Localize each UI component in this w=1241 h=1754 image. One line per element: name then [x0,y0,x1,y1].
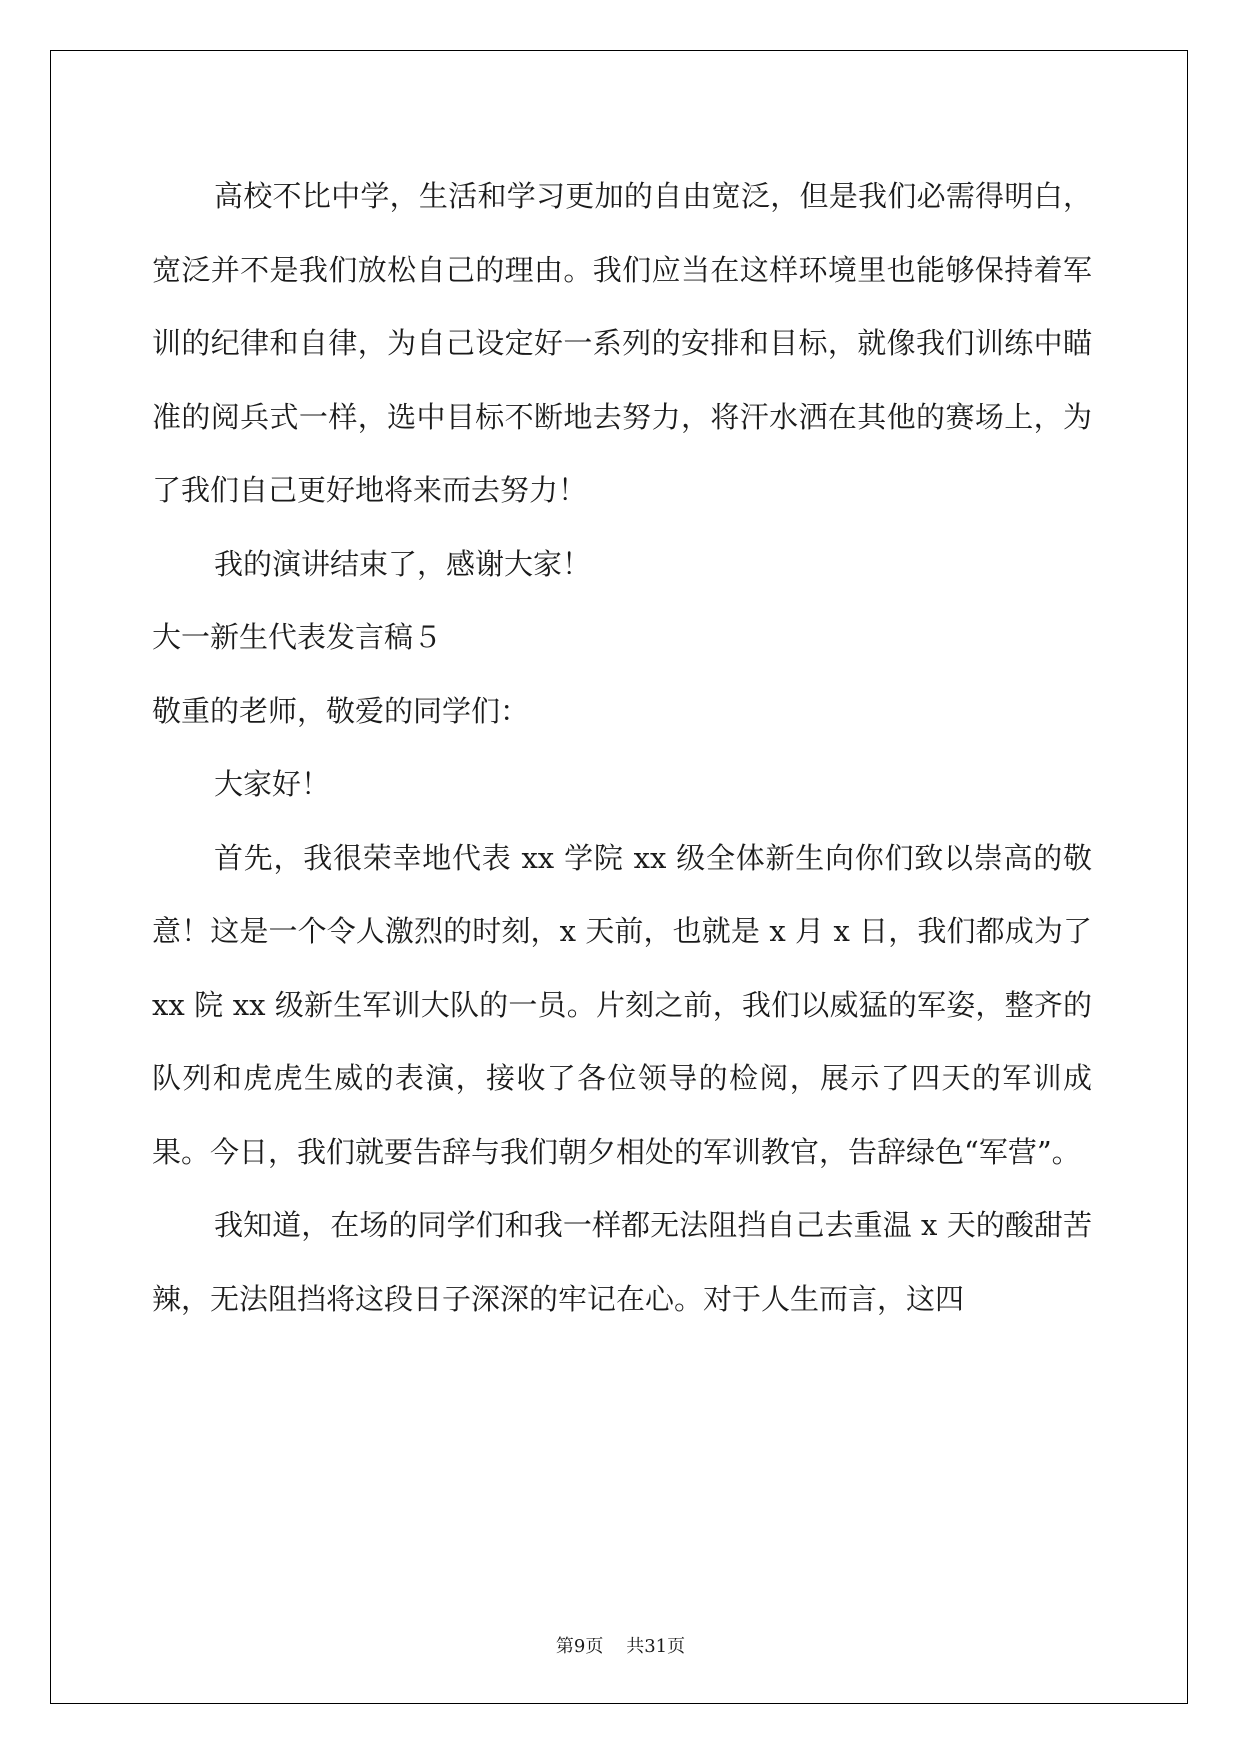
page-number: 9 [573,1636,586,1657]
page-footer [0,1632,1241,1658]
paragraph: 我的演讲结束了，感谢大家！ [214,546,592,581]
paragraph: 首先，我很荣幸地代表 xx 学院 xx 级全体新生向你们致以崇高的敬意！这是一个令人激烈的时刻，x 天前，也就是 x 月 x 日，我们都成为了 xx 院 xx 级新生军训大队的一员。片刻之前，我们以威猛的军姿，整齐的队列和虎虎生威的表演，接收了各位领导的检阅，展示了四天的军训成果。今日，我们就要告辞与我们朝夕相处的军训教官，告辞绿色“军营”。 [152,840,1092,1169]
greeting: 大家好！ [214,767,331,801]
salutation: 敬重的老师，敬爱的同学们： [152,693,530,728]
footer-gap [603,1636,626,1657]
paragraph: 我知道，在场的同学们和我一样都无法阻挡自己去重温 x 天的酸甜苦辣，无法阻挡将这段日子深深的牢记在心。对于人生而言，这四 [152,1208,1092,1316]
total-label-suffix: 页 [667,1636,686,1657]
document-body [152,160,1092,1336]
total-pages: 31 [644,1636,668,1657]
paragraph: 高校不比中学，生活和学习更加的自由宽泛，但是我们必需得明白，宽泛并不是我们放松自己的理由。我们应当在这样环境里也能够保持着军训的纪律和自律，为自己设定好一系列的安排和目标，就像我们训练中瞄准的阅兵式一样，选中目标不断地去努力，将汗水洒在其他的赛场上，为了我们自己更好地将来而去努力！ [152,179,1092,507]
page-label-suffix: 页 [585,1636,604,1657]
section-heading: 大一新生代表发言稿５ [152,620,443,654]
total-label-prefix: 共 [626,1636,645,1657]
page-label-prefix: 第 [555,1636,574,1657]
